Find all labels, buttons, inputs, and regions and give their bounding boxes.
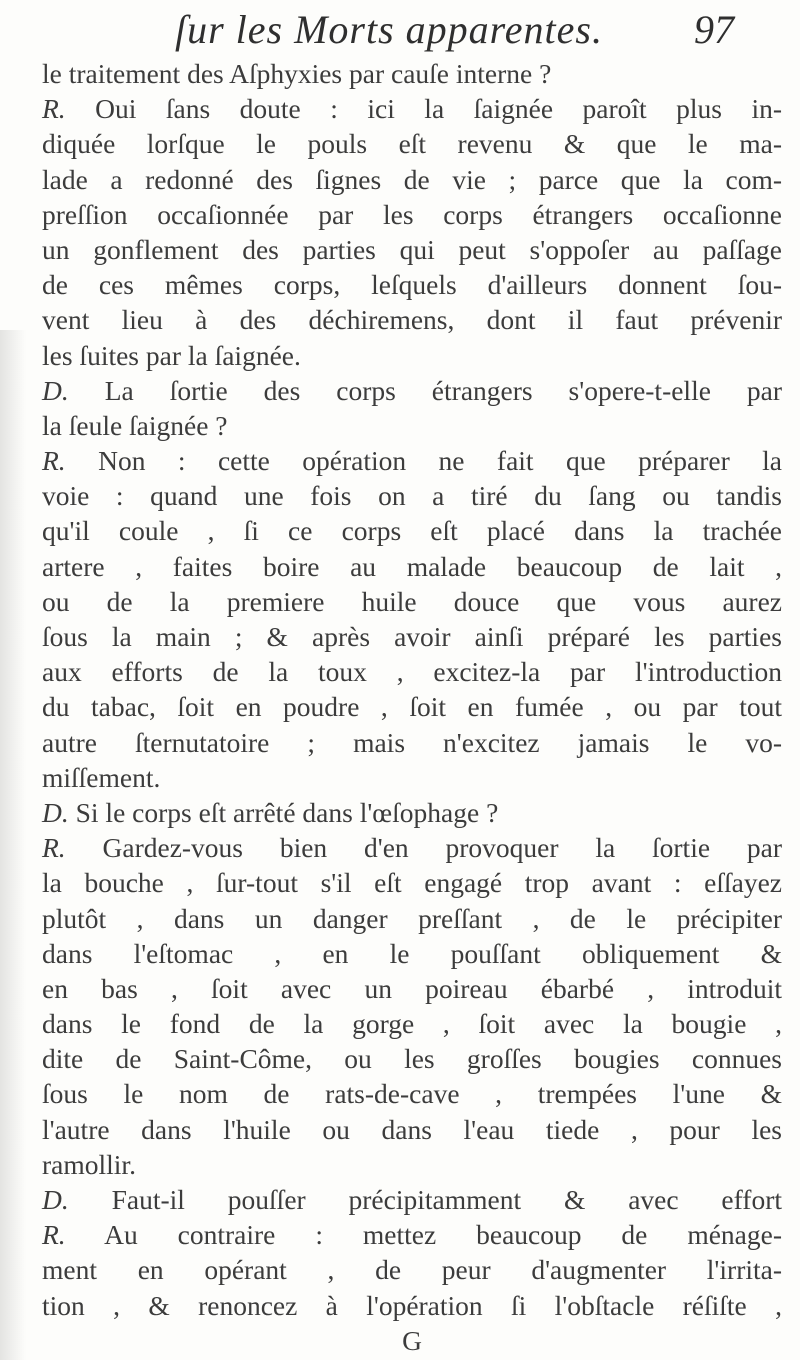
speaker-label: R.	[42, 445, 66, 477]
speaker-label: R.	[42, 93, 66, 125]
speaker-label: D.	[42, 1184, 69, 1215]
text-line	[42, 1006, 782, 1041]
line-text: la bouche , ſur-tout s'il eſt engagé trop avant : eſſayez	[42, 867, 782, 899]
page-number: 97	[694, 7, 734, 52]
speaker-label: D.	[42, 374, 69, 406]
text-line	[42, 373, 782, 408]
line-text: G	[402, 1324, 422, 1356]
line-text: ſous la main ; & après avoir ainſi préparé les parties	[42, 621, 782, 652]
body-text	[42, 56, 782, 1358]
text-line	[42, 1182, 782, 1217]
line-text: miſſement.	[42, 761, 161, 793]
text-line	[42, 901, 782, 936]
line-text: diquée lorſque le pouls eſt revenu & que le ma-	[42, 128, 782, 160]
text-line	[42, 865, 782, 900]
line-text: de ces mêmes corps, leſquels d'ailleurs donnent ſou-	[42, 269, 782, 301]
line-text: artere , faites boire au malade beaucoup de lait ,	[42, 550, 782, 582]
text-line	[42, 126, 782, 161]
line-text: lade a redonné des ſignes de vie ; parce que la com-	[42, 163, 782, 195]
line-text: Au contraire : mettez beaucoup de ménage-	[65, 1219, 782, 1251]
line-text: ſous le nom de rats-de-cave , trempées l'une &	[42, 1078, 782, 1110]
text-line	[42, 1076, 782, 1111]
text-line	[42, 971, 782, 1006]
gutter-shadow	[0, 330, 26, 1360]
text-line	[42, 232, 782, 267]
line-text: ment en opérant , de peur d'augmenter l'irrita-	[42, 1254, 782, 1286]
text-line	[42, 91, 782, 126]
text-line	[42, 654, 782, 689]
text-line	[42, 549, 782, 584]
text-line	[42, 162, 782, 197]
text-line	[42, 1252, 782, 1287]
text-line	[42, 56, 782, 91]
line-text: l'autre dans l'huile ou dans l'eau tiede , pour les	[42, 1113, 782, 1145]
line-text: un gonflement des parties qui peut s'oppoſer au paſſage	[42, 233, 782, 265]
line-text: dans le fond de la gorge , ſoit avec la bougie ,	[42, 1008, 782, 1040]
speaker-label: R.	[42, 1219, 66, 1251]
line-text: Non : cette opération ne fait que préparer la	[65, 445, 782, 477]
signature-mark	[42, 1323, 782, 1358]
text-line	[42, 267, 782, 302]
line-text: Si le corps eſt arrêté dans l'œſophage ?	[68, 796, 499, 828]
text-line	[42, 443, 782, 478]
line-text: ramollir.	[42, 1148, 136, 1180]
text-line	[42, 725, 782, 760]
text-line	[42, 619, 782, 654]
line-text: en bas , ſoit avec un poireau ébarbé , introduit	[42, 972, 782, 1004]
text-line	[42, 478, 782, 513]
line-text: la ſeule ſaignée ?	[42, 409, 228, 441]
line-text: aux efforts de la toux , excitez-la par l'introduction	[42, 656, 782, 688]
text-line	[42, 689, 782, 724]
speaker-label: R.	[42, 832, 66, 864]
speaker-label: D.	[42, 796, 69, 828]
text-line	[42, 795, 782, 830]
line-text: vent lieu à des déchiremens, dont il faut prévenir	[42, 304, 782, 336]
text-line	[42, 338, 782, 373]
line-text: qu'il coule , ſi ce corps eſt placé dans la trachée	[42, 515, 782, 547]
text-line	[42, 1112, 782, 1147]
text-line	[42, 936, 782, 971]
line-text: Oui ſans doute : ici la ſaignée paroît plus in-	[65, 93, 782, 125]
line-text: le traitement des Aſphyxies par cauſe interne ?	[42, 58, 552, 89]
text-line	[42, 584, 782, 619]
line-text: voie : quand une fois on a tiré du ſang ou tandis	[42, 480, 782, 512]
line-text: dite de Saint-Côme, ou les groſſes bougies connues	[42, 1043, 782, 1075]
line-text: dans l'eſtomac , en le pouſſant obliquement &	[42, 937, 782, 969]
line-text: Gardez-vous bien d'en provoquer la ſortie par	[65, 832, 782, 864]
text-line	[42, 1217, 782, 1252]
text-line	[42, 197, 782, 232]
running-head	[0, 2, 800, 58]
line-text: ou de la premiere huile douce que vous aurez	[42, 585, 782, 617]
line-text: plutôt , dans un danger preſſant , de le précipiter	[42, 902, 782, 934]
text-line	[42, 408, 782, 443]
text-line	[42, 760, 782, 795]
line-text: du tabac, ſoit en poudre , ſoit en fumée , ou par tout	[42, 691, 782, 723]
text-line	[42, 302, 782, 337]
line-text: preſſion occaſionnée par les corps étrangers occaſionne	[42, 198, 782, 230]
line-text: tion , & renoncez à l'opération ſi l'obſtacle réſiſte ,	[42, 1289, 782, 1321]
line-text: La ſortie des corps étrangers s'opere-t-elle par	[68, 374, 782, 406]
text-line	[42, 1147, 782, 1182]
line-text: autre ſternutatoire ; mais n'excitez jamais le vo-	[42, 726, 782, 758]
running-head-title: ſur les Morts apparentes.	[175, 7, 603, 52]
text-line	[42, 830, 782, 865]
line-text: Faut-il pouſſer précipitamment & avec effort	[68, 1184, 782, 1215]
text-line	[42, 513, 782, 548]
text-line	[42, 1041, 782, 1076]
line-text: les ſuites par la ſaignée.	[42, 339, 301, 371]
text-line	[42, 1288, 782, 1323]
